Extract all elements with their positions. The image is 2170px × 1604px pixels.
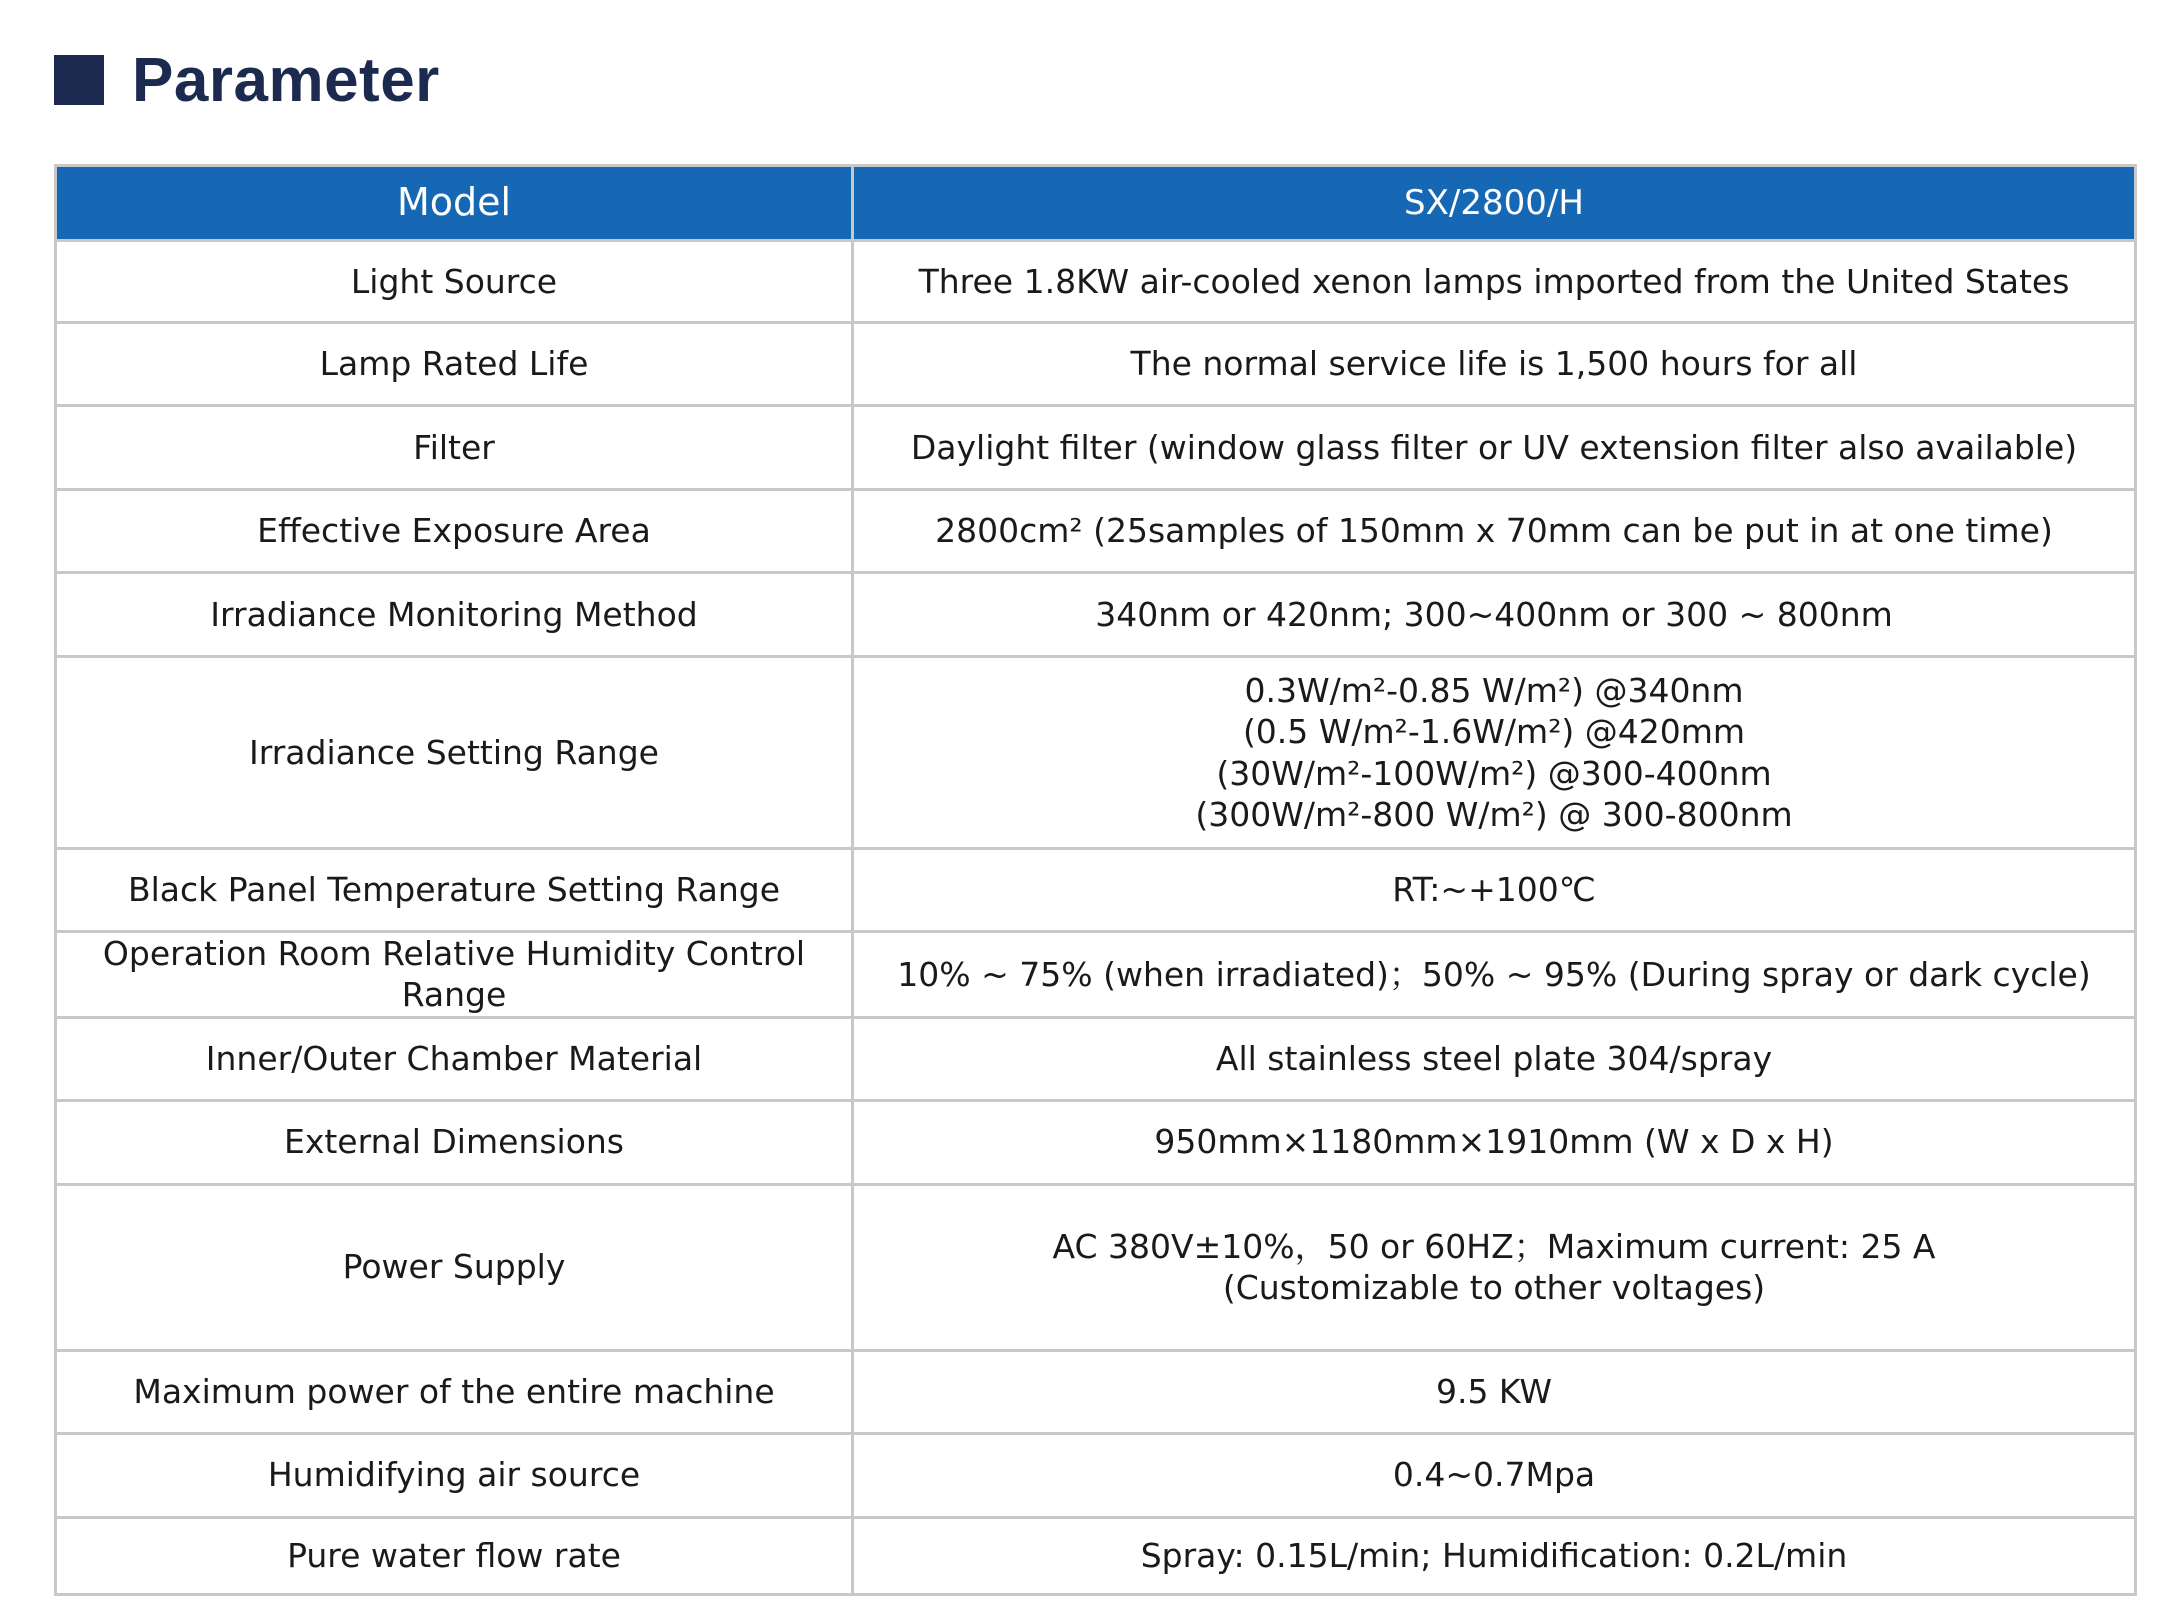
- row-value: [853, 323, 2136, 406]
- row-value-line: The normal service life is 1,500 hours for all: [1130, 344, 1858, 384]
- row-label: Filter: [56, 406, 853, 490]
- row-label: Effective Exposure Area: [56, 490, 853, 573]
- row-value: [853, 241, 2136, 323]
- row-value: [853, 1350, 2136, 1433]
- row-label: Irradiance Setting Range: [56, 657, 853, 849]
- row-label: Humidifying air source: [56, 1433, 853, 1517]
- row-label: Irradiance Monitoring Method: [56, 573, 853, 657]
- row-label: Power Supply: [56, 1184, 853, 1350]
- page-heading: [54, 40, 440, 120]
- row-value: [853, 1100, 2136, 1184]
- row-value-line: RT:~+100℃: [1392, 870, 1596, 910]
- row-value: [853, 1184, 2136, 1350]
- table-row: [56, 241, 2136, 323]
- header-label-cell: Model: [56, 166, 853, 241]
- row-value: [853, 573, 2136, 657]
- row-value-line: All stainless steel plate 304/spray: [1215, 1038, 1773, 1078]
- row-value-line: (0.5 W/m²-1.6W/m²) @420mm: [1242, 712, 1746, 752]
- row-label: Maximum power of the entire machine: [56, 1350, 853, 1433]
- parameter-table: [54, 164, 2137, 1596]
- row-label: External Dimensions: [56, 1100, 853, 1184]
- table-row: [56, 490, 2136, 573]
- row-value-line: Daylight filter (window glass filter or UV extension filter also available): [910, 427, 2078, 467]
- row-value: [853, 490, 2136, 573]
- row-value-line: 0.3W/m²-0.85 W/m²) @340nm: [1244, 671, 1744, 710]
- table-row: [56, 406, 2136, 490]
- row-value-line: 0.4~0.7Mpa: [1392, 1455, 1596, 1495]
- table-row: [56, 1017, 2136, 1100]
- row-value: [853, 1017, 2136, 1100]
- row-value: [853, 932, 2136, 1018]
- table-row: [56, 573, 2136, 657]
- row-value-line: (Customizable to other voltages): [1222, 1268, 1766, 1307]
- row-value-line: 9.5 KW: [1435, 1371, 1553, 1411]
- heading-square-icon: [54, 55, 104, 105]
- header-value-cell: SX/2800/H: [853, 166, 2136, 241]
- row-value-line: Spray: 0.15L/min; Humidification: 0.2L/min: [1140, 1535, 1848, 1575]
- table-header-row: [56, 166, 2136, 241]
- page-title: Parameter: [132, 45, 440, 115]
- table-row: [56, 657, 2136, 849]
- row-label: Pure water flow rate: [56, 1517, 853, 1594]
- table-row: [56, 849, 2136, 932]
- table-row: [56, 1184, 2136, 1350]
- row-value-line: Three 1.8KW air-cooled xenon lamps imported from the United States: [918, 261, 2070, 301]
- row-value-line: (30W/m²-100W/m²) @300-400nm: [1216, 753, 1772, 793]
- table-row: [56, 323, 2136, 406]
- row-value: [853, 1433, 2136, 1517]
- row-value-line: 340nm or 420nm; 300~400nm or 300 ~ 800nm: [1095, 594, 1893, 634]
- row-value: [853, 406, 2136, 490]
- table-row: [56, 932, 2136, 1018]
- row-value-line: (300W/m²-800 W/m²) @ 300-800nm: [1195, 794, 1793, 834]
- table-row: [56, 1350, 2136, 1433]
- row-value: [853, 1517, 2136, 1594]
- row-value-line: 10% ~ 75% (when irradiated)；50% ~ 95% (During spray or dark cycle): [897, 954, 2091, 994]
- row-label: Light Source: [56, 241, 853, 323]
- row-value-line: 950mm×1180mm×1910mm (W x D x H): [1154, 1122, 1834, 1162]
- row-label: Inner/Outer Chamber Material: [56, 1017, 853, 1100]
- row-value: [853, 849, 2136, 932]
- row-label: Black Panel Temperature Setting Range: [56, 849, 853, 932]
- row-label: Lamp Rated Life: [56, 323, 853, 406]
- table-row: [56, 1517, 2136, 1594]
- row-label: Operation Room Relative Humidity Control Range: [56, 932, 853, 1018]
- row-value: [853, 657, 2136, 849]
- table-row: [56, 1100, 2136, 1184]
- table-row: [56, 1433, 2136, 1517]
- row-value-line: 2800cm² (25samples of 150mm x 70mm can be put in at one time): [935, 511, 2053, 551]
- row-value-line: AC 380V±10%，50 or 60HZ；Maximum current: 25 A: [1052, 1226, 1936, 1266]
